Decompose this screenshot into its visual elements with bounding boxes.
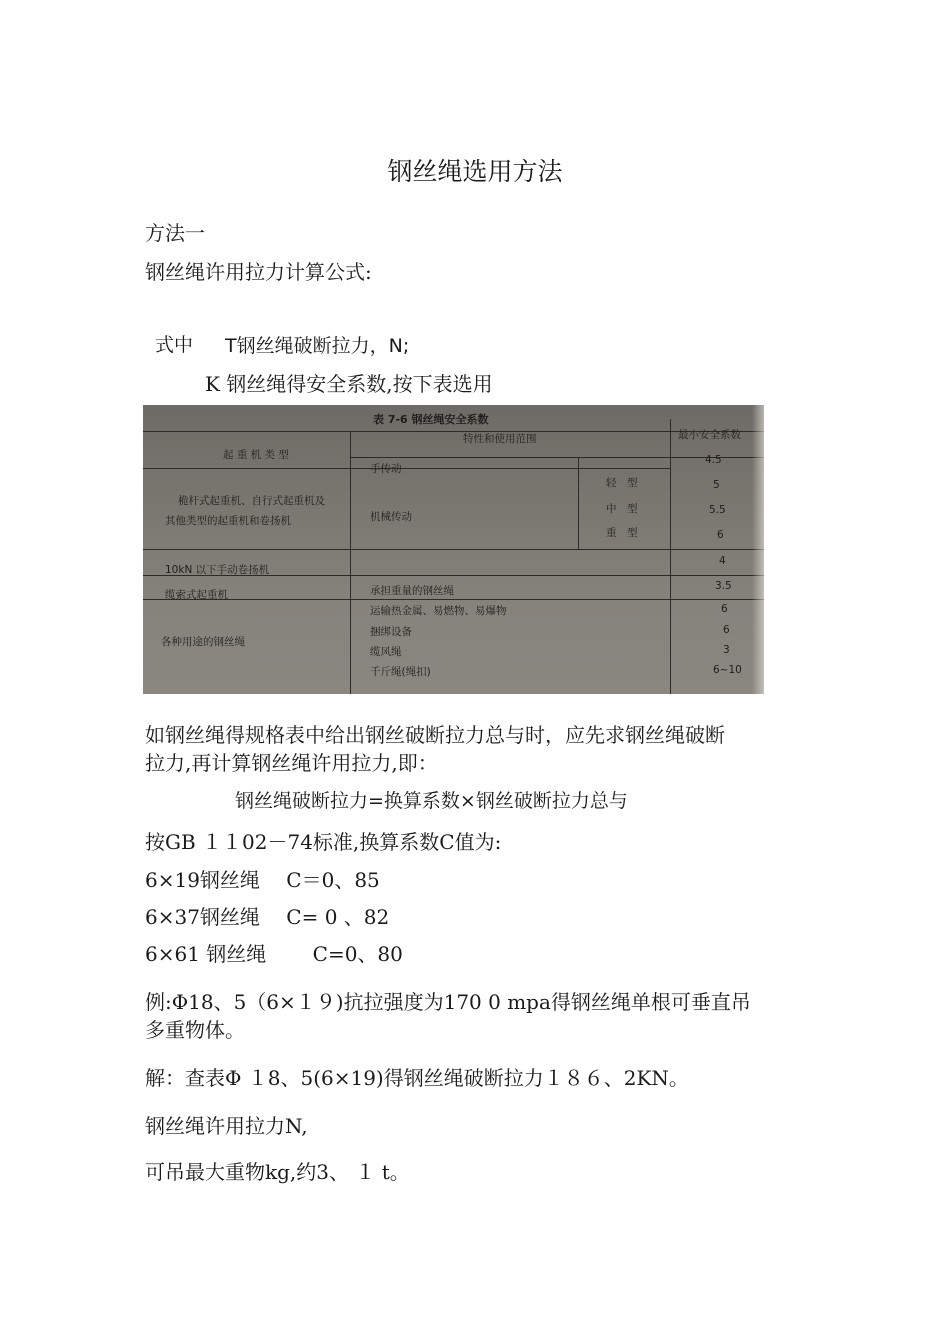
breaking-force-formula: 钢丝绳破断拉力=换算系数×钢丝破断拉力总与 <box>235 790 628 812</box>
row1-light-value: 5 <box>713 479 720 491</box>
row3-value: 3.5 <box>715 580 732 592</box>
row1-manual: 手传动 <box>370 463 402 475</box>
row4-value-3: 3 <box>723 644 730 656</box>
row4-value-1: 6 <box>721 603 728 615</box>
safety-factor-table-photo <box>143 405 764 694</box>
row1-medium: 中 型 <box>606 503 638 515</box>
coefficient-6x61: 6×61 钢丝绳 C=0、80 <box>145 942 403 966</box>
row2-type: 10kN 以下手动卷扬机 <box>165 564 270 576</box>
row4-type: 各种用途的钢丝绳 <box>161 636 245 648</box>
where-t: T钢丝绳破断拉力，N; <box>225 335 410 357</box>
solution-line: 解：查表Φ １8、5(6×19)得钢丝绳破断拉力１８６、2KN。 <box>145 1066 689 1090</box>
example-line-2: 多重物体。 <box>145 1018 245 1042</box>
row2-value: 4 <box>719 555 726 567</box>
row1-type-line2: 其他类型的起重机和卷扬机 <box>165 515 291 527</box>
table-caption: 表 7-6 钢丝绳安全系数 <box>373 413 489 426</box>
allowable-force-line: 钢丝绳许用拉力N, <box>145 1114 308 1138</box>
row3-type: 缆索式起重机 <box>165 589 228 601</box>
row4-usage-2: 捆绑设备 <box>370 626 412 638</box>
example-line-1: 例:Φ18、5（6×１９)抗拉强度为170 0 mpa得钢丝绳单根可垂直吊 <box>145 990 751 1014</box>
row3-usage: 承担重量的钢丝绳 <box>370 585 454 597</box>
row1-mechanical: 机械传动 <box>370 511 412 523</box>
row1-light: 轻 型 <box>606 477 638 489</box>
row1-medium-value: 5.5 <box>709 504 726 516</box>
where-k: K 钢丝绳得安全系数,按下表选用 <box>205 372 493 396</box>
method-heading: 方法一 <box>145 221 205 245</box>
row1-manual-value: 4.5 <box>705 454 722 466</box>
coefficient-6x37: 6×37钢丝绳 C= 0 、82 <box>145 905 390 929</box>
coefficient-6x19: 6×19钢丝绳 C＝0、85 <box>145 868 380 892</box>
header-usage: 特性和使用范围 <box>463 433 537 445</box>
row1-type: 桅杆式起重机、自行式起重机及 <box>178 495 325 507</box>
formula-intro: 钢丝绳许用拉力计算公式: <box>145 260 372 284</box>
row1-heavy-value: 6 <box>717 529 724 541</box>
row4-value-4: 6~10 <box>713 664 742 676</box>
row4-value-2: 6 <box>723 624 730 636</box>
where-label: 式中 <box>155 334 194 356</box>
header-min-factor: 最小安全系数 <box>678 429 741 441</box>
row4-usage-4: 千斤绳(绳扣) <box>370 666 431 678</box>
standard-line: 按GB １１02－74标准,换算系数C值为: <box>145 830 502 854</box>
row1-heavy: 重 型 <box>606 527 638 539</box>
row4-usage-1: 运输热金属、易燃物、易爆物 <box>370 605 507 617</box>
page-edge-shadow <box>752 405 764 694</box>
page-title: 钢丝绳选用方法 <box>387 157 563 186</box>
paragraph-1-line-1: 如钢丝绳得规格表中给出钢丝破断拉力总与时，应先求钢丝绳破断 <box>145 723 725 747</box>
max-weight-line: 可吊最大重物kg,约3、 １ t。 <box>145 1160 410 1184</box>
paragraph-1-line-2: 拉力,再计算钢丝绳许用拉力,即： <box>145 751 438 775</box>
row4-usage-3: 缆风绳 <box>370 646 402 658</box>
header-crane-type: 起 重 机 类 型 <box>223 449 289 461</box>
